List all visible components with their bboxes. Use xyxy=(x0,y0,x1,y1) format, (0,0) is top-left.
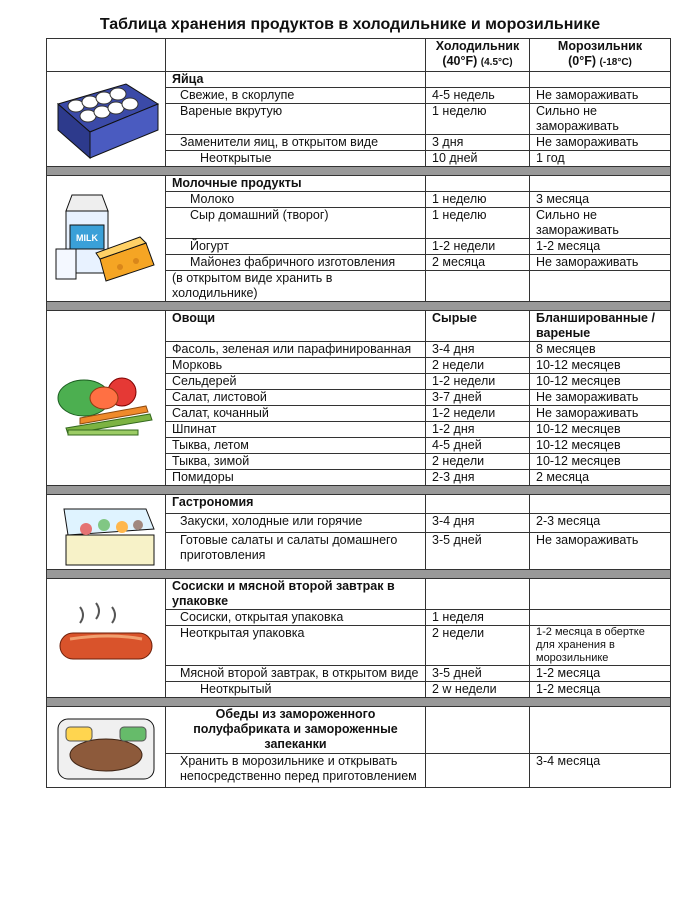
section-divider xyxy=(47,302,671,311)
deli-case-icon xyxy=(47,495,166,570)
table-row: Салат, кочанный 1-2 недели Не замораживать xyxy=(47,406,671,422)
milk-label: MILK xyxy=(76,232,98,243)
section-divider xyxy=(47,486,671,495)
table-row: Неоткрытый 2 w недели 1-2 месяца xyxy=(47,682,671,698)
table-row: Мясной второй завтрак, в открытом виде 3-5 дней 1-2 месяца xyxy=(47,666,671,682)
milk-cheese-icon xyxy=(47,176,166,302)
table-row: Вареные вкрутую 1 неделю Сильно не замораживать xyxy=(47,104,671,135)
table-row: Закуски, холодные или горячие 3-4 дня 2-3 месяца xyxy=(47,514,671,533)
freezer-header: Морозильник (0°F) (-18°С) xyxy=(530,39,671,72)
table-row: Готовые салаты и салаты домашнего приготовления 3-5 дней Не замораживать xyxy=(47,533,671,570)
category-row-sausages: Сосиски и мясной второй завтрак в упаковке xyxy=(47,579,671,610)
table-row: Шпинат 1-2 дня 10-12 месяцев xyxy=(47,422,671,438)
table-row: Фасоль, зеленая или парафинированная 3-4 дня 8 месяцев xyxy=(47,342,671,358)
table-row: Хранить в морозильнике и открывать непосредственно перед приготовлением 3-4 месяца xyxy=(47,754,671,788)
table-row: Йогурт 1-2 недели 1-2 месяца xyxy=(47,239,671,255)
header-row xyxy=(47,39,671,72)
table-row: Помидоры 2-3 дня 2 месяца xyxy=(47,470,671,486)
table-row: Сыр домашний (творог) 1 неделю Сильно не замораживать xyxy=(47,208,671,239)
category-row-dairy: MILK Молочные продукты xyxy=(47,176,671,192)
table-row: Сосиски, открытая упаковка 1 неделя xyxy=(47,610,671,626)
table-row: Тыква, зимой 2 недели 10-12 месяцев xyxy=(47,454,671,470)
table-row: Майонез фабричного изготовления 2 месяца Не замораживать xyxy=(47,255,671,271)
table-row: Заменители яиц, в открытом виде 3 дня Не замораживать xyxy=(47,135,671,151)
storage-table xyxy=(46,38,671,788)
table-row: Сельдерей 1-2 недели 10-12 месяцев xyxy=(47,374,671,390)
sausage-icon xyxy=(47,579,166,698)
egg-carton-icon xyxy=(47,72,166,167)
table-row: Молоко 1 неделю 3 месяца xyxy=(47,192,671,208)
table-row: Неоткрытая упаковка 2 недели 1-2 месяца в обертке для хранения в морозильнике xyxy=(47,626,671,666)
table-row: (в открытом виде хранить в холодильнике) xyxy=(47,271,671,302)
category-row-deli: Гастрономия xyxy=(47,495,671,514)
table-row: Неоткрытые 10 дней 1 год xyxy=(47,151,671,167)
frozen-dinner-icon xyxy=(47,707,166,788)
section-divider xyxy=(47,698,671,707)
table-row: Морковь 2 недели 10-12 месяцев xyxy=(47,358,671,374)
category-row-eggs: Яйца xyxy=(47,72,671,88)
vegetables-icon xyxy=(47,311,166,486)
section-divider xyxy=(47,570,671,579)
table-row: Тыква, летом 4-5 дней 10-12 месяцев xyxy=(47,438,671,454)
table-row: Салат, листовой 3-7 дней Не замораживать xyxy=(47,390,671,406)
page-title: Таблица хранения продуктов в холодильнике и морозильнике xyxy=(99,16,601,33)
section-divider xyxy=(47,167,671,176)
category-row-vegetables: Овощи Сырые Бланшированные / вареные xyxy=(47,311,671,342)
fridge-header: Холодильник (40°F) (4.5°С) xyxy=(426,39,530,72)
table-row: Свежие, в скорлупе 4-5 недель Не замораживать xyxy=(47,88,671,104)
category-row-frozen: Обеды из замороженного полуфабриката и замороженные запеканки xyxy=(47,707,671,754)
